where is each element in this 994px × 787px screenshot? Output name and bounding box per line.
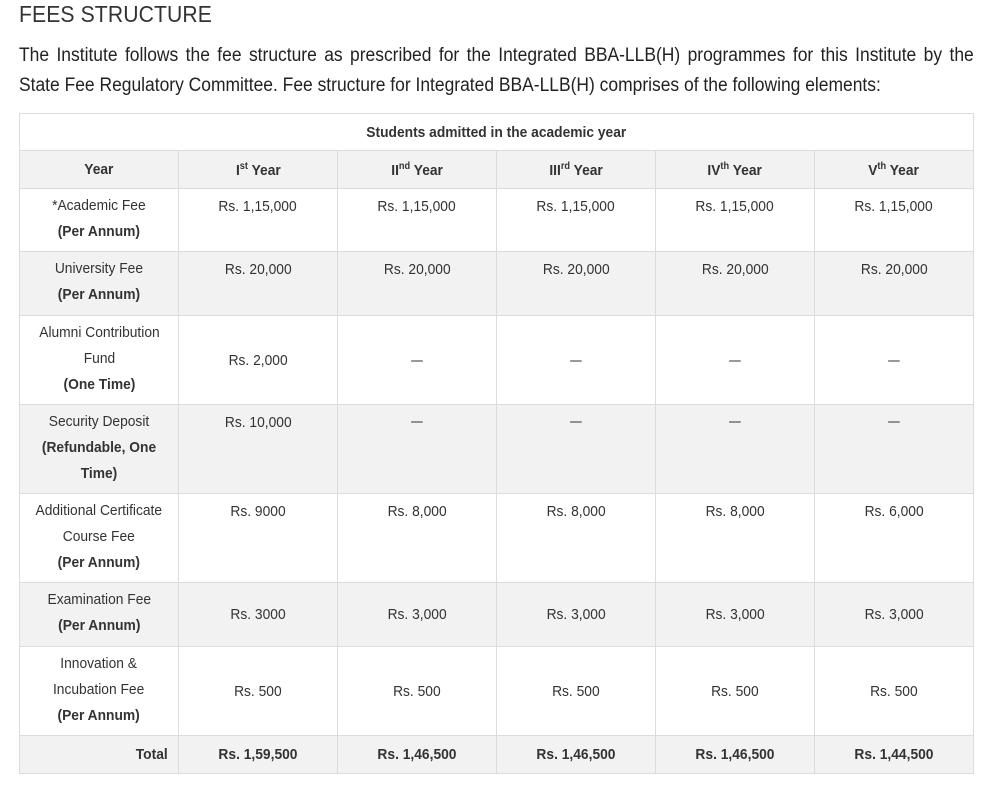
fee-cell [656, 405, 815, 494]
fee-cell: Rs. 500 [656, 647, 815, 736]
fee-cell: Rs. 20,000 [338, 252, 497, 316]
empty-dash: — [887, 352, 901, 369]
fee-cell: Rs. 10,000 [179, 405, 338, 494]
empty-dash: — [887, 414, 901, 430]
fee-cell: Rs. 6,000 [815, 494, 974, 583]
table-row-certificate-fee [20, 494, 974, 583]
fee-cell: Rs. 20,000 [815, 252, 974, 316]
fee-cell: Rs. 20,000 [179, 252, 338, 316]
fee-cell: Rs. 3000 [179, 583, 338, 647]
empty-dash: — [569, 352, 583, 369]
empty-dash: — [410, 352, 424, 369]
intro-paragraph: The Institute follows the fee structure as prescribed for the Integrated BBA-LLB(H) programmes for this Institute by the State Fee Regulatory Committee. Fee structure for Integrated BBA-LLB(H) comprises of the following elements: [19, 45, 974, 96]
row-label: University Fee (Per Annum) [20, 252, 179, 316]
table-row-alumni-fund [20, 316, 974, 405]
table-row-total [20, 736, 974, 774]
row-label: *Academic Fee (Per Annum) [20, 189, 179, 252]
fee-cell: Rs. 500 [338, 647, 497, 736]
fee-cell: Rs. 500 [497, 647, 656, 736]
row-label: Security Deposit (Refundable, One Time) [20, 405, 179, 494]
total-cell: Rs. 1,46,500 [338, 736, 497, 774]
fee-cell [338, 405, 497, 494]
row-label: Alumni Contribution Fund (One Time) [20, 316, 179, 405]
row-label: Additional Certificate Course Fee (Per Annum) [20, 494, 179, 583]
total-cell: Rs. 1,46,500 [497, 736, 656, 774]
fee-cell: Rs. 3,000 [815, 583, 974, 647]
year-col-1: Ist Year [179, 151, 338, 189]
fee-cell: Rs. 8,000 [338, 494, 497, 583]
table-title-cell [20, 114, 974, 151]
empty-dash: — [569, 414, 583, 430]
fee-cell: Rs. 3,000 [497, 583, 656, 647]
fee-cell: Rs. 8,000 [656, 494, 815, 583]
fee-cell [497, 316, 656, 405]
fee-cell: Rs. 2,000 [179, 316, 338, 405]
total-cell: Rs. 1,44,500 [815, 736, 974, 774]
fee-cell: Rs. 1,15,000 [179, 189, 338, 252]
year-col-3: IIIrd Year [497, 151, 656, 189]
row-label: Innovation & Incubation Fee (Per Annum) [20, 647, 179, 736]
year-header-row [20, 151, 974, 189]
fee-cell: Rs. 500 [179, 647, 338, 736]
page-title: FEES STRUCTURE [19, 1, 212, 27]
empty-dash: — [728, 352, 742, 369]
empty-dash: — [410, 414, 424, 430]
table-row-academic-fee [20, 189, 974, 252]
year-col-2: IInd Year [338, 151, 497, 189]
fee-cell [656, 316, 815, 405]
fee-cell: Rs. 3,000 [338, 583, 497, 647]
table-row-examination-fee [20, 583, 974, 647]
year-header: Year [20, 151, 179, 189]
table-row-innovation-fee [20, 647, 974, 736]
fee-cell: Rs. 3,000 [656, 583, 815, 647]
fee-cell: Rs. 1,15,000 [656, 189, 815, 252]
year-col-5: Vth Year [815, 151, 974, 189]
table-row-security-deposit [20, 405, 974, 494]
fee-cell: Rs. 9000 [179, 494, 338, 583]
empty-dash: — [728, 414, 742, 430]
fee-cell: Rs. 20,000 [656, 252, 815, 316]
fee-cell: Rs. 20,000 [497, 252, 656, 316]
fee-cell: Rs. 8,000 [497, 494, 656, 583]
year-col-4: IVth Year [656, 151, 815, 189]
fee-cell: Rs. 1,15,000 [815, 189, 974, 252]
total-cell: Rs. 1,59,500 [179, 736, 338, 774]
fee-cell: Rs. 500 [815, 647, 974, 736]
table-row-university-fee [20, 252, 974, 316]
fee-cell [497, 405, 656, 494]
fee-cell: Rs. 1,15,000 [338, 189, 497, 252]
total-label: Total [20, 736, 179, 774]
fee-structure-table [19, 113, 974, 774]
table-title: Students admitted in the academic year [366, 123, 627, 141]
total-cell: Rs. 1,46,500 [656, 736, 815, 774]
fee-cell: Rs. 1,15,000 [497, 189, 656, 252]
fee-cell [815, 405, 974, 494]
row-label: Examination Fee (Per Annum) [20, 583, 179, 647]
fee-cell [338, 316, 497, 405]
fee-cell [815, 316, 974, 405]
